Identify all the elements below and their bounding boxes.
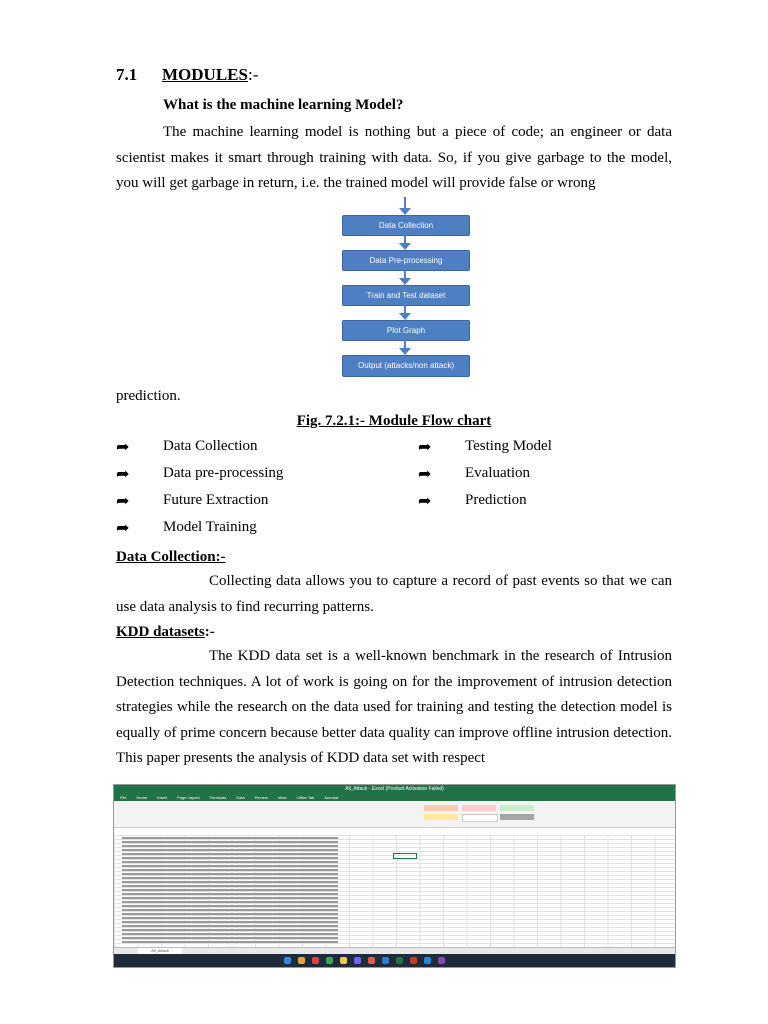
- data-row: [122, 877, 338, 879]
- section-heading: [116, 62, 672, 88]
- app-icon: [354, 957, 361, 964]
- flowchart-figure: [116, 197, 672, 380]
- app-icon: [340, 957, 347, 964]
- flow-step-plot-graph: Plot Graph: [342, 320, 470, 341]
- sheet-tabs: [114, 947, 675, 954]
- flow-step-data-collection: Data Collection: [342, 215, 470, 236]
- menu-item: View: [277, 795, 287, 800]
- data-row: [122, 897, 338, 899]
- flow-step-output: Output (attacks/non attack): [342, 355, 470, 377]
- sheet-tab: All_Attack: [138, 948, 182, 955]
- word-icon: [382, 957, 389, 964]
- data-row: [122, 933, 338, 935]
- chrome-icon: [326, 957, 333, 964]
- style-swatch: [500, 805, 534, 811]
- intro-paragraph: The machine learning model is nothing but a piece of code; an engineer or data scientist makes it smart through training with data. So, if you give garbage to the model, you will get garbage in return, i.e. the trained model will provide false or wrong: [116, 124, 672, 191]
- style-swatch: [462, 814, 498, 822]
- section-title: MODULES: [162, 65, 248, 84]
- start-icon: [284, 957, 291, 964]
- app-icon: [438, 957, 445, 964]
- selected-cell: [393, 853, 417, 859]
- menu-item: Data: [236, 795, 245, 800]
- question-heading: What is the machine learning Model?: [163, 97, 404, 113]
- flow-arrowhead: [399, 278, 411, 285]
- data-row: [122, 857, 338, 859]
- menu-item: Formulas: [209, 795, 227, 800]
- curved-arrow-icon: ➦: [418, 491, 432, 510]
- data-row: [122, 893, 338, 895]
- menu-item: Page Layout: [177, 795, 200, 800]
- kdd-heading: [116, 620, 672, 644]
- app-icon: [368, 957, 375, 964]
- flow-arrowhead: [399, 313, 411, 320]
- data-row: [122, 845, 338, 847]
- kdd-paragraph: The KDD data set is a well-known benchmark in the research of Intrusion Detection techniques. A lot of work is going on for the improvement of intrusion detection strategies while the research on the data used for training and testing the detection model is equally of prime concern because better data quality can improve offline intrusion detection. This paper presents the analysis of KDD data set with respect: [116, 648, 672, 766]
- excel-menu-bar: [114, 794, 675, 801]
- taskbar: [114, 954, 675, 967]
- style-swatch: [462, 805, 496, 811]
- menu-item: Review: [254, 795, 268, 800]
- data-row: [122, 849, 338, 851]
- menu-item: Insert: [157, 795, 168, 800]
- data-row: [122, 865, 338, 867]
- curved-arrow-icon: ➦: [418, 437, 432, 456]
- intro-tail: prediction.: [116, 387, 181, 404]
- kdd-heading-title: KDD datasets: [116, 624, 205, 640]
- excel-screenshot: [113, 784, 676, 968]
- excel-ribbon: [114, 801, 675, 828]
- curved-arrow-icon: ➦: [116, 464, 130, 483]
- curved-arrow-icon: ➦: [418, 464, 432, 483]
- menu-item: Home: [136, 795, 148, 800]
- data-row: [122, 853, 338, 855]
- curved-arrow-icon: ➦: [116, 518, 130, 537]
- kdd-heading-suffix: :-: [204, 624, 215, 640]
- data-row: [122, 909, 338, 911]
- data-row: [122, 929, 338, 931]
- menu-item: Office Tab: [296, 795, 315, 800]
- curved-arrow-icon: ➦: [116, 437, 130, 456]
- excel-grid: [114, 835, 675, 947]
- data-row: [122, 889, 338, 891]
- data-collection-paragraph: Collecting data allows you to capture a record of past events so that we can use data analysis to find recurring patterns.: [116, 573, 672, 615]
- powerpoint-icon: [410, 957, 417, 964]
- data-row: [122, 913, 338, 915]
- curved-arrow-icon: ➦: [116, 491, 130, 510]
- excel-title-bar: All_Attack - Excel (Product Activation Failed): [114, 785, 675, 794]
- menu-item: Acrobat: [324, 795, 339, 800]
- module-flowchart: [342, 197, 472, 380]
- document-page: [116, 62, 672, 772]
- style-swatch: [424, 814, 458, 820]
- flow-arrowhead: [399, 243, 411, 250]
- data-row: [122, 881, 338, 883]
- data-row: [122, 917, 338, 919]
- data-collection-heading: Data Collection:-: [116, 549, 226, 565]
- data-row: [122, 837, 338, 839]
- data-row: [122, 885, 338, 887]
- data-row: [122, 841, 338, 843]
- browser-icon: [312, 957, 319, 964]
- style-swatch: [500, 814, 534, 820]
- folder-icon: [298, 957, 305, 964]
- figure-caption: Fig. 7.2.1:- Module Flow chart: [296, 413, 492, 429]
- style-swatch: [424, 805, 458, 811]
- data-row: [122, 861, 338, 863]
- excel-icon: [396, 957, 403, 964]
- data-row: [122, 921, 338, 923]
- data-row: [122, 901, 338, 903]
- data-row: [122, 905, 338, 907]
- flow-arrowhead: [399, 208, 411, 215]
- section-number: 7.1: [116, 65, 138, 84]
- data-row: [122, 925, 338, 927]
- data-row: [122, 869, 338, 871]
- flow-step-train-test: Train and Test dataset: [342, 285, 470, 306]
- module-list: ➦ Data Collection ➦ Data pre-processing ➦ Future Extraction ➦ Model Training ➦ Testing Model ➦ Evaluation ➦ Prediction: [116, 433, 672, 543]
- data-row: [122, 941, 338, 943]
- section-suffix: :-: [247, 65, 259, 84]
- app-icon: [424, 957, 431, 964]
- flow-arrowhead: [399, 348, 411, 355]
- data-row: [122, 873, 338, 875]
- data-row: [122, 937, 338, 939]
- flow-step-preprocessing: Data Pre-processing: [342, 250, 470, 271]
- menu-item: File: [120, 795, 127, 800]
